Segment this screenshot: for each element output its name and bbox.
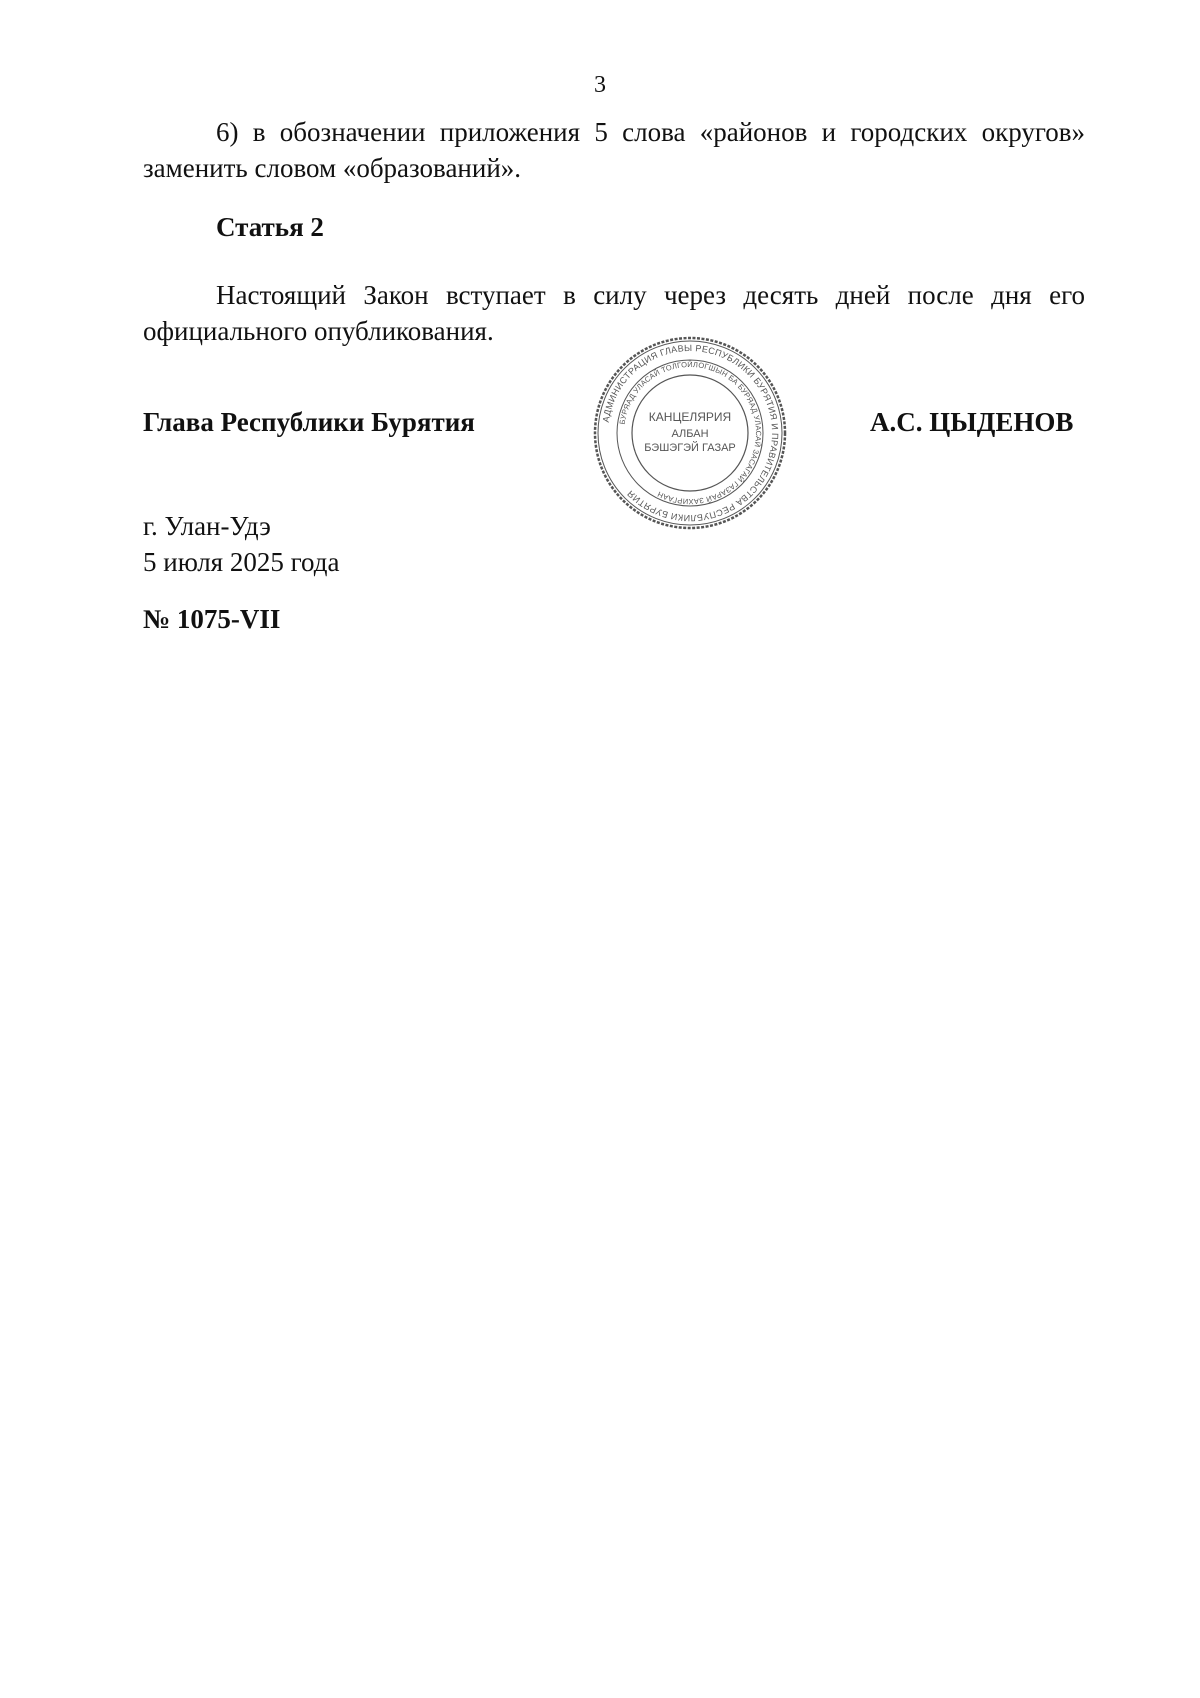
stamp-center-line-3: БЭШЭГЭЙ ГАЗАР <box>644 442 736 454</box>
page-number: 3 <box>594 72 606 98</box>
article-text: Настоящий Закон вступает в силу через десять дней после дня его официального опубликования. <box>143 280 1085 346</box>
official-seal-stamp <box>590 333 790 533</box>
place-text: г. Улан-Удэ <box>143 511 271 541</box>
document-number: № 1075-VII <box>143 604 281 634</box>
article-heading: Статья 2 <box>216 212 324 242</box>
signatory-name: А.С. ЦЫДЕНОВ <box>870 407 1074 437</box>
amendment-paragraph-6: 6) в обозначении приложения 5 слова «районов и городских округов» заменить словом «образований». <box>143 117 1085 183</box>
place-and-date-block <box>143 508 339 580</box>
stamp-center-line-1: КАНЦЕЛЯРИЯ <box>648 410 732 424</box>
stamp-outer-ring-text: АДМИНИСТРАЦИЯ ГЛАВЫ РЕСПУБЛИКИ БУРЯТИЯ И ПРАВИТЕЛЬСТВА РЕСПУБЛИКИ БУРЯТИЯ <box>600 342 781 524</box>
date-text: 5 июля 2025 года <box>143 547 340 577</box>
stamp-center-line-2: АЛБАН <box>671 428 709 440</box>
signatory-title: Глава Республики Бурятия <box>143 407 475 437</box>
stamp-inner-ring-text: БУРЯАД УЛАСАЙ ТОЛГОЙЛОГШЫН БА БУРЯАД УЛАСАЙ ЗАСАГАЙ ГАЗАРАЙ ЗАХИРГААН <box>617 359 764 507</box>
